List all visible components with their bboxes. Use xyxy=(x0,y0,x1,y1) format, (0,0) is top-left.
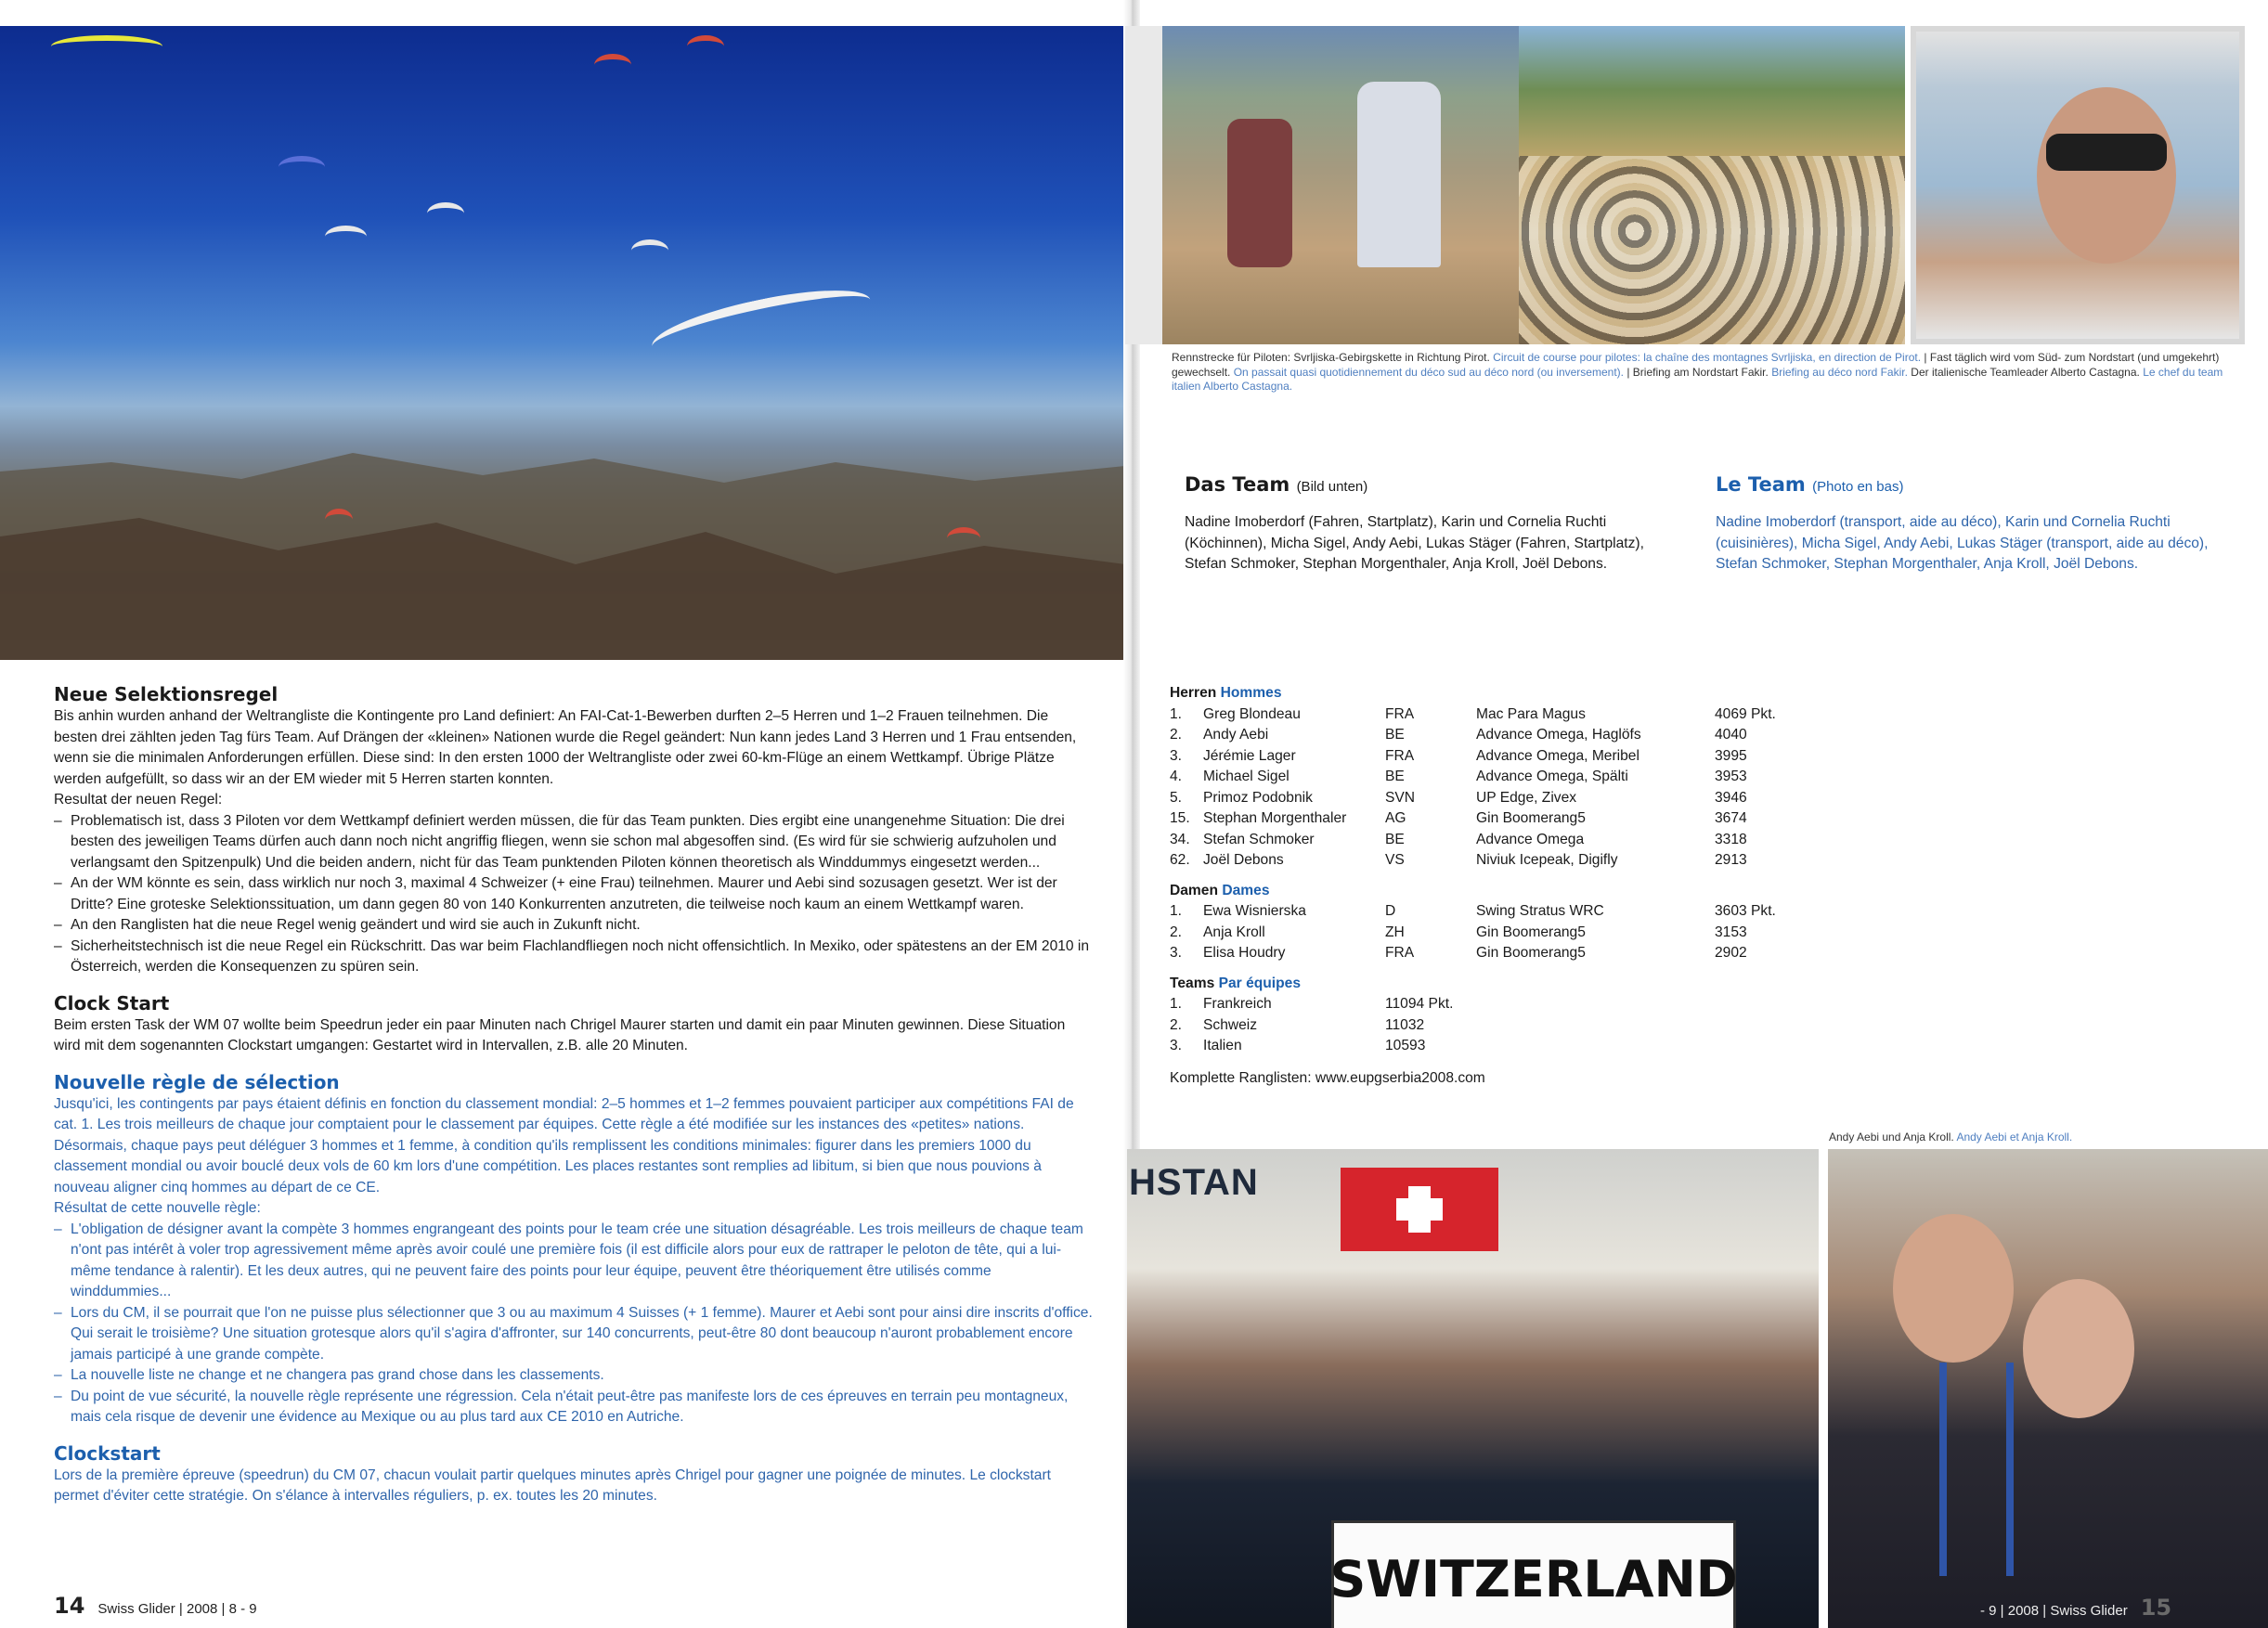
equipment-cell: Advance Omega xyxy=(1476,831,1585,847)
label-fr: Par équipes xyxy=(1218,975,1302,991)
nation-cell: FRA xyxy=(1385,705,1415,722)
rank-cell: 1. xyxy=(1170,903,1183,919)
list-item: – Du point de vue sécurité, la nouvelle règle représente une régression. Cela n'était peut-être pas manifeste lors de ces épreuves en terrain peu montagneux, mais cela risque de devenir une évidence au Mexique ou au plus tard aux CE 2010 en Autriche. xyxy=(54,1387,1094,1428)
results-heading-women xyxy=(1170,881,1820,902)
list-item: – La nouvelle liste ne change et ne changera pas grand chose dans les classements. xyxy=(54,1365,1094,1387)
equipment-cell: Advance Omega, Spälti xyxy=(1476,769,1628,784)
caption-separator: | xyxy=(1626,365,1630,379)
table-row xyxy=(1170,994,1820,1015)
points-cell: 4069 Pkt. xyxy=(1715,705,1776,722)
caption-fr: On passait quasi quotidiennement du déco sud au déco nord (ou inversement). xyxy=(1233,365,1624,379)
list-item: – L'obligation de désigner avant la compète 3 hommes engrangeant des points pour le team crée une situation désagréable. Les trois meilleurs de chaque team n'ont pas intérêt à voler trop agressivement même après avoir coulé une première fois (il est difficile alors pour eux de rattraper le peloton de tête, qui a lui-même tendance à ralentir). Et les deux autres, qui ne peuvent faire des points pour leur équipe, peuvent être théoriquement être utilisés comme winddummies... xyxy=(54,1220,1094,1303)
swiss-flag xyxy=(1341,1168,1498,1251)
table-row xyxy=(1170,901,1820,923)
nation-cell: VS xyxy=(1385,852,1405,868)
caption-de: Der italienische Teamleader Alberto Castagna. xyxy=(1911,365,2140,379)
name-cell: Schweiz xyxy=(1203,1016,1258,1033)
binoculars-photo xyxy=(1911,26,2245,344)
paraglider xyxy=(631,239,668,262)
list-item: – Lors du CM, il se pourrait que l'on ne puisse plus sélectionner que 3 ou au maximum 4 Suisses (+ 1 femme). Maurer et Aebi sont pour ainsi dire inscrits d'office. Qui serait le troisième? Une situation grotesque alors qu'il s'agira d'affronter, sur 140 concurrents, peut-être 80 dont beaucoup n'auront probablement encore jamais participé à une grande compète. xyxy=(54,1303,1094,1366)
full-results-link: Komplette Ranglisten: www.eupgserbia2008.com xyxy=(1170,1069,1485,1086)
caption-de: Rennstrecke für Piloten: Svrljiska-Gebirgskette in Richtung Pirot. xyxy=(1172,351,1490,364)
results-rows-men xyxy=(1170,704,1820,872)
result-label-fr: Résultat de cette nouvelle règle: xyxy=(54,1200,261,1216)
folio-text: - 9 | 2008 | Swiss Glider xyxy=(1980,1603,2128,1619)
country-sign: SWITZERLAND xyxy=(1331,1520,1736,1628)
table-row xyxy=(1170,830,1820,851)
caption-fr: Briefing au déco nord Fakir. xyxy=(1771,365,1908,379)
result-label: Resultat der neuen Regel: xyxy=(54,792,223,808)
caption-fr: Circuit de course pour pilotes: la chaîne des montagnes Svrljiska, en direction de Pirot. xyxy=(1493,351,1922,364)
pair-photo-caption xyxy=(1829,1131,2072,1143)
rank-cell: 3. xyxy=(1170,945,1183,961)
label-de: Damen xyxy=(1170,882,1218,898)
table-row xyxy=(1170,808,1820,830)
name-cell: Anja Kroll xyxy=(1203,924,1265,940)
page-folio-left xyxy=(54,1593,257,1619)
body-paragraph-fr: Lors de la première épreuve (speedrun) du CM 07, chacun voulait partir quelques minutes après Chrigel pour gagner une poignée de minutes. Le clockstart permet d'éviter cette stratégie. On s'élance à intervalles réguliers, p. ex. toutes les 20 minutes. xyxy=(54,1466,1051,1504)
table-row xyxy=(1170,746,1820,768)
name-cell: Jérémie Lager xyxy=(1203,747,1296,764)
nation-cell: ZH xyxy=(1385,924,1405,940)
results-table xyxy=(1170,683,1820,1089)
table-row xyxy=(1170,850,1820,872)
table-row xyxy=(1170,1015,1820,1037)
label-fr: Dames xyxy=(1222,882,1270,898)
section-title-fr: Nouvelle règle de sélection xyxy=(54,1070,340,1093)
caption-de: Fast täglich wird vom Süd- zum Nordstart (und umgekehrt) gewechselt. xyxy=(1172,351,2220,379)
caption-de: Andy Aebi und Anja Kroll. xyxy=(1829,1131,1954,1143)
folio-text: Swiss Glider | 2008 | 8 - 9 xyxy=(97,1601,257,1617)
rank-cell: 1. xyxy=(1170,996,1183,1012)
name-cell: Joël Debons xyxy=(1203,852,1284,868)
name-cell: Michael Sigel xyxy=(1203,769,1290,784)
rank-cell: 3. xyxy=(1170,1038,1183,1053)
results-rows-women xyxy=(1170,901,1820,964)
nation-cell: D xyxy=(1385,903,1396,919)
points-cell: 3603 Pkt. xyxy=(1715,903,1776,919)
points-cell: 3318 xyxy=(1715,831,1747,847)
table-row xyxy=(1170,1036,1820,1057)
aebi-kroll-photo xyxy=(1828,1149,2268,1628)
equipment-cell: Gin Boomerang5 xyxy=(1476,924,1586,940)
points-cell: 4040 xyxy=(1715,727,1747,743)
paraglider-yellow xyxy=(51,35,162,58)
paraglider xyxy=(594,54,631,76)
rank-cell: 2. xyxy=(1170,924,1183,940)
paraglider xyxy=(687,35,724,58)
name-cell: Andy Aebi xyxy=(1203,727,1269,743)
paraglider xyxy=(427,202,464,225)
nation-cell: FRA xyxy=(1385,747,1415,764)
body-paragraph-fr: Jusqu'ici, les contingents par pays étaient définis en fonction du classement mondial: 2–5 hommes et 1–2 femmes pouvaient participer aux compétitions FAI de cat. 1. Les trois meilleurs de chaque jour comptaient pour le classement par équipes. Cette règle a été modifiée sur les instances des «petites» nations. Désormais, chaque pays peut déléguer 3 hommes et 1 femme, à condition qu'ils remplissent les conditions minimales: figurer dans les premiers 1000 du classement mondial ou avoir bouclé deux vols de 60 km lors d'une compétition. Les places restantes sont remplies ad libitum, si bien que nous pouvions à nouveau aligner cinq hommes au départ de ce CE. xyxy=(54,1095,1074,1195)
body-paragraph: Bis anhin wurden anhand der Weltrangliste die Kontingente pro Land definiert: An FAI-Cat-1-Bewerben durften 2–5 Herren und 1–2 Frauen teilnehmen. Die besten drei zählten jeden Tag fürs Team. Auf Drängen der «kleinen» Nationen wurde die Regel geändert: Nun kann jedes Land 3 Herren und 1 Frau entsenden, wenn sie die minimalen Anforderungen erfüllen. Diese sind: In den ersten 1000 der Weltrangliste oder zwei 60-km-Flüge an einem Wettkampf. Übrige Plätze werden aufgefüllt, so dass wir an der EM wieder mit 5 Herren starten konnten. xyxy=(54,708,1077,787)
photo-captions xyxy=(1172,351,2249,394)
equipment-cell: Advance Omega, Meribel xyxy=(1476,747,1639,764)
paraglider xyxy=(947,527,980,549)
points-cell: 2913 xyxy=(1715,852,1747,868)
rank-cell: 4. xyxy=(1170,769,1183,784)
team-block-fr xyxy=(1716,473,2217,575)
points-cell: 3153 xyxy=(1715,924,1747,940)
caption-fr: Le chef du team italien Alberto Castagna. xyxy=(1172,365,2223,393)
paraglider xyxy=(279,156,325,178)
nation-cell: AG xyxy=(1385,810,1406,826)
team-note: (Photo en bas) xyxy=(1812,479,1904,495)
points-cell: 2902 xyxy=(1715,945,1747,961)
label-de: Herren xyxy=(1170,685,1217,701)
caption-de: Briefing am Nordstart Fakir. xyxy=(1632,365,1769,379)
team-title: Das Team xyxy=(1185,473,1290,496)
points-cell: 3946 xyxy=(1715,789,1747,806)
name-cell: Greg Blondeau xyxy=(1203,705,1301,722)
rank-cell: 1. xyxy=(1170,705,1183,722)
page-number: 14 xyxy=(54,1593,85,1619)
nation-cell: BE xyxy=(1385,831,1405,847)
rank-cell: 3. xyxy=(1170,747,1183,764)
body-paragraph: Beim ersten Task der WM 07 wollte beim Speedrun jeder ein paar Minuten nach Chrigel Maurer starten und damit ein paar Minuten gewinnen. Diese Situation wird mit dem sogenannten Clockstart umgangen: Gestartet wird in Intervallen, z.B. alle 20 Minuten. xyxy=(54,1016,1066,1053)
team-heading xyxy=(1185,473,1667,496)
nation-cell: BE xyxy=(1385,727,1405,743)
banner-text: HSTAN xyxy=(1129,1162,1259,1203)
points-cell: 3953 xyxy=(1715,769,1747,784)
section-title: Clock Start xyxy=(54,991,170,1014)
name-cell: Stefan Schmoker xyxy=(1203,831,1315,847)
label-fr: Hommes xyxy=(1220,685,1282,701)
paragliders-sky-photo xyxy=(0,26,1125,660)
briefing-photo xyxy=(1519,26,1905,344)
table-row xyxy=(1170,767,1820,788)
page-number: 15 xyxy=(2140,1595,2172,1621)
start-route-photo xyxy=(1125,26,1519,344)
table-row xyxy=(1170,943,1820,964)
equipment-cell: Advance Omega, Haglöfs xyxy=(1476,727,1641,743)
points-cell: 11094 Pkt. xyxy=(1385,996,1454,1012)
nation-cell: FRA xyxy=(1385,945,1415,961)
team-block-de xyxy=(1185,473,1667,575)
rank-cell: 15. xyxy=(1170,810,1190,826)
team-members: Nadine Imoberdorf (Fahren, Startplatz), Karin und Cornelia Ruchti (Köchinnen), Micha Sigel, Andy Aebi, Lukas Stäger (Fahren, Startplatz), Stefan Schmoker, Stephan Morgenthaler, Anja Kroll, Joël Debons. xyxy=(1185,514,1644,572)
rank-cell: 2. xyxy=(1170,727,1183,743)
name-cell: Ewa Wisnierska xyxy=(1203,903,1306,919)
equipment-cell: Mac Para Magus xyxy=(1476,705,1586,722)
caption-fr: Andy Aebi et Anja Kroll. xyxy=(1956,1131,2073,1143)
paraglider-large xyxy=(647,278,875,369)
caption-separator: | xyxy=(1924,351,1927,364)
nation-cell: SVN xyxy=(1385,789,1416,806)
list-item: – Problematisch ist, dass 3 Piloten vor dem Wettkampf definiert werden müssen, die für das Team punkten. Dies ergibt eine unangenehme Situation: Die drei besten des jeweiligen Teams dürfen auch dann noch nicht angriffig fliegen, wenn sie schon mal abgesoffen sind. (Es wird für sie schwierig aufzuholen und verlangsamt den Spitzenpulk) Und die beiden andern, nicht für das Team punktenden Piloten können theoretisch als Winddummys eingesetzt werden... xyxy=(54,811,1094,874)
list-item: – An der WM könnte es sein, dass wirklich nur noch 3, maximal 4 Schweizer (+ eine Frau) teilnehmen. Maurer und Aebi sind sozusagen gesetzt. Wer ist der Dritte? Eine groteske Selektionssituation, um dann gegen 80 von 140 Konkurrenten anzutreten, die teilweise noch kaum an einem Wettkampf waren. xyxy=(54,873,1094,915)
left-article xyxy=(54,682,1094,1507)
list-item: – Sicherheitstechnisch ist die neue Regel ein Rückschritt. Das war beim Flachlandfliegen noch nicht offensichtlich. In Mexiko, oder spätestens an der EM 2010 in Österreich, werden die Konsequenzen zu spüren sein. xyxy=(54,937,1094,978)
equipment-cell: Gin Boomerang5 xyxy=(1476,810,1586,826)
section-title-fr: Clockstart xyxy=(54,1441,161,1465)
paraglider xyxy=(325,226,367,248)
points-cell: 3674 xyxy=(1715,810,1747,826)
label-de: Teams xyxy=(1170,975,1215,991)
rank-cell: 2. xyxy=(1170,1016,1183,1033)
name-cell: Frankreich xyxy=(1203,996,1272,1012)
results-heading-men xyxy=(1170,683,1820,704)
team-members: Nadine Imoberdorf (transport, aide au déco), Karin und Cornelia Ruchti (cuisinières), Micha Sigel, Andy Aebi, Lukas Stäger (transport, aide au déco), Stefan Schmoker, Stephan Morgenthaler, Anja Kroll, Joël Debons. xyxy=(1716,514,2209,572)
team-heading xyxy=(1716,473,2217,496)
section-title: Neue Selektionsregel xyxy=(54,683,279,705)
equipment-cell: Swing Stratus WRC xyxy=(1476,903,1604,919)
name-cell: Italien xyxy=(1203,1038,1242,1053)
results-rows-teams xyxy=(1170,994,1820,1057)
rank-cell: 34. xyxy=(1170,831,1190,847)
results-heading-teams xyxy=(1170,974,1820,995)
result-list-fr xyxy=(54,1220,1094,1428)
list-item: – An den Ranglisten hat die neue Regel wenig geändert und wird sie auch in Zukunft nicht. xyxy=(54,915,1094,937)
result-list xyxy=(54,811,1094,978)
team-note: (Bild unten) xyxy=(1296,479,1368,495)
points-cell: 3995 xyxy=(1715,747,1747,764)
name-cell: Stephan Morgenthaler xyxy=(1203,810,1347,826)
nation-cell: BE xyxy=(1385,769,1405,784)
equipment-cell: Niviuk Icepeak, Digifly xyxy=(1476,852,1618,868)
equipment-cell: UP Edge, Zivex xyxy=(1476,789,1577,806)
name-cell: Primoz Podobnik xyxy=(1203,789,1313,806)
equipment-cell: Gin Boomerang5 xyxy=(1476,945,1586,961)
page-folio-right xyxy=(1980,1595,2171,1621)
table-row xyxy=(1170,923,1820,944)
rank-cell: 62. xyxy=(1170,852,1190,868)
swiss-team-photo xyxy=(1127,1149,1819,1628)
rank-cell: 5. xyxy=(1170,789,1183,806)
paraglider xyxy=(325,509,353,531)
points-cell: 10593 xyxy=(1385,1038,1426,1053)
points-cell: 11032 xyxy=(1385,1016,1425,1033)
table-row xyxy=(1170,704,1820,726)
table-row xyxy=(1170,788,1820,809)
table-row xyxy=(1170,725,1820,746)
name-cell: Elisa Houdry xyxy=(1203,945,1286,961)
team-title: Le Team xyxy=(1716,473,1806,496)
